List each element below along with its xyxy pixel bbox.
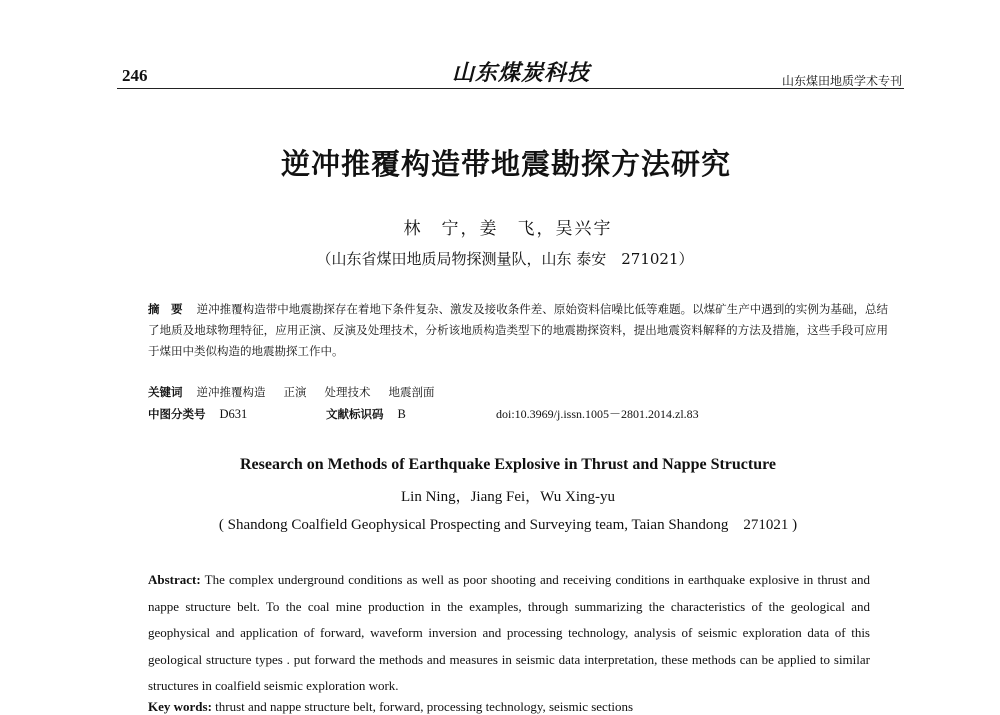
keywords-en-text: thrust and nappe structure belt, forward, processing technology, seismic sections [211, 699, 634, 714]
clc-field [148, 404, 247, 425]
abstract-cn-label: 摘 要 [148, 302, 183, 316]
paper-title-cn: 逆冲推覆构造带地震勘探方法研究 [280, 147, 731, 181]
keyword-cn: 正演 [283, 385, 307, 399]
clc-value: D631 [219, 407, 248, 421]
affiliation-en: ( Shandong Coalfield Geophysical Prospecting and Surveying team, Taian Shandong 271021 ) [218, 517, 798, 533]
abstract-en-label: Abstract: [148, 572, 201, 587]
clc-label: 中图分类号 [148, 407, 206, 421]
keywords-cn-label: 关键词 [148, 385, 183, 399]
header-rule [117, 88, 904, 89]
keyword-cn: 逆冲推覆构造 [196, 385, 266, 399]
authors-cn: 林 宁，姜 飞，吴兴宇 [403, 219, 613, 239]
paper-title-en: Research on Methods of Earthquake Explosive in Thrust and Nappe Structure [239, 456, 777, 473]
abstract-en [148, 567, 870, 700]
journal-logo: 山东煤炭科技 [452, 60, 591, 86]
keyword-cn: 地震剖面 [388, 385, 435, 399]
doi: doi:10.3969/j.issn.1005－2801.2014.zl.83 [496, 407, 699, 421]
abstract-cn [148, 299, 888, 362]
abstract-en-text: The complex underground conditions as well as poor shooting and receiving conditions in earthquake explosive in thrust and nappe structure belt. To the coal mine production in the examples, through summarizing the characteristics of the geological and geophysical and application of forward, waveform inversion and processing technology, analysis of seismic exploration data of this geological structure types . put forward the methods and measures in seismic data interpretation, these methods can be applied to similar structures in coalfield seismic exploration work. [148, 572, 870, 693]
doc-code-value: B [397, 407, 406, 421]
page-number: 246 [122, 66, 148, 85]
authors-en: Lin Ning，Jiang Fei，Wu Xing-yu [401, 489, 615, 505]
affiliation-cn: （山东省煤田地质局物探测量队，山东 泰安 271021） [316, 250, 694, 268]
keywords-en [148, 699, 870, 715]
abstract-cn-text: 逆冲推覆构造带中地震勘探存在着地下条件复杂、激发及接收条件差、原始资料信噪比低等难题。以煤矿生产中遇到的实例为基础，总结了地质及地球物理特征，应用正演、反演及处理技术，分析该地质构造类型下的地震勘探资料，提出地震资料解释的方法及措施，这些手段可应用于煤田中类似构造的地震勘探工作中。 [148, 302, 888, 358]
keyword-cn: 处理技术 [324, 385, 371, 399]
keywords-cn [148, 382, 888, 403]
journal-special-issue: 山东煤田地质学术专刊 [781, 74, 902, 88]
keywords-en-label: Key words: [148, 699, 212, 714]
doc-code-label: 文献标识码 [326, 407, 384, 421]
doc-code-field [326, 404, 406, 425]
